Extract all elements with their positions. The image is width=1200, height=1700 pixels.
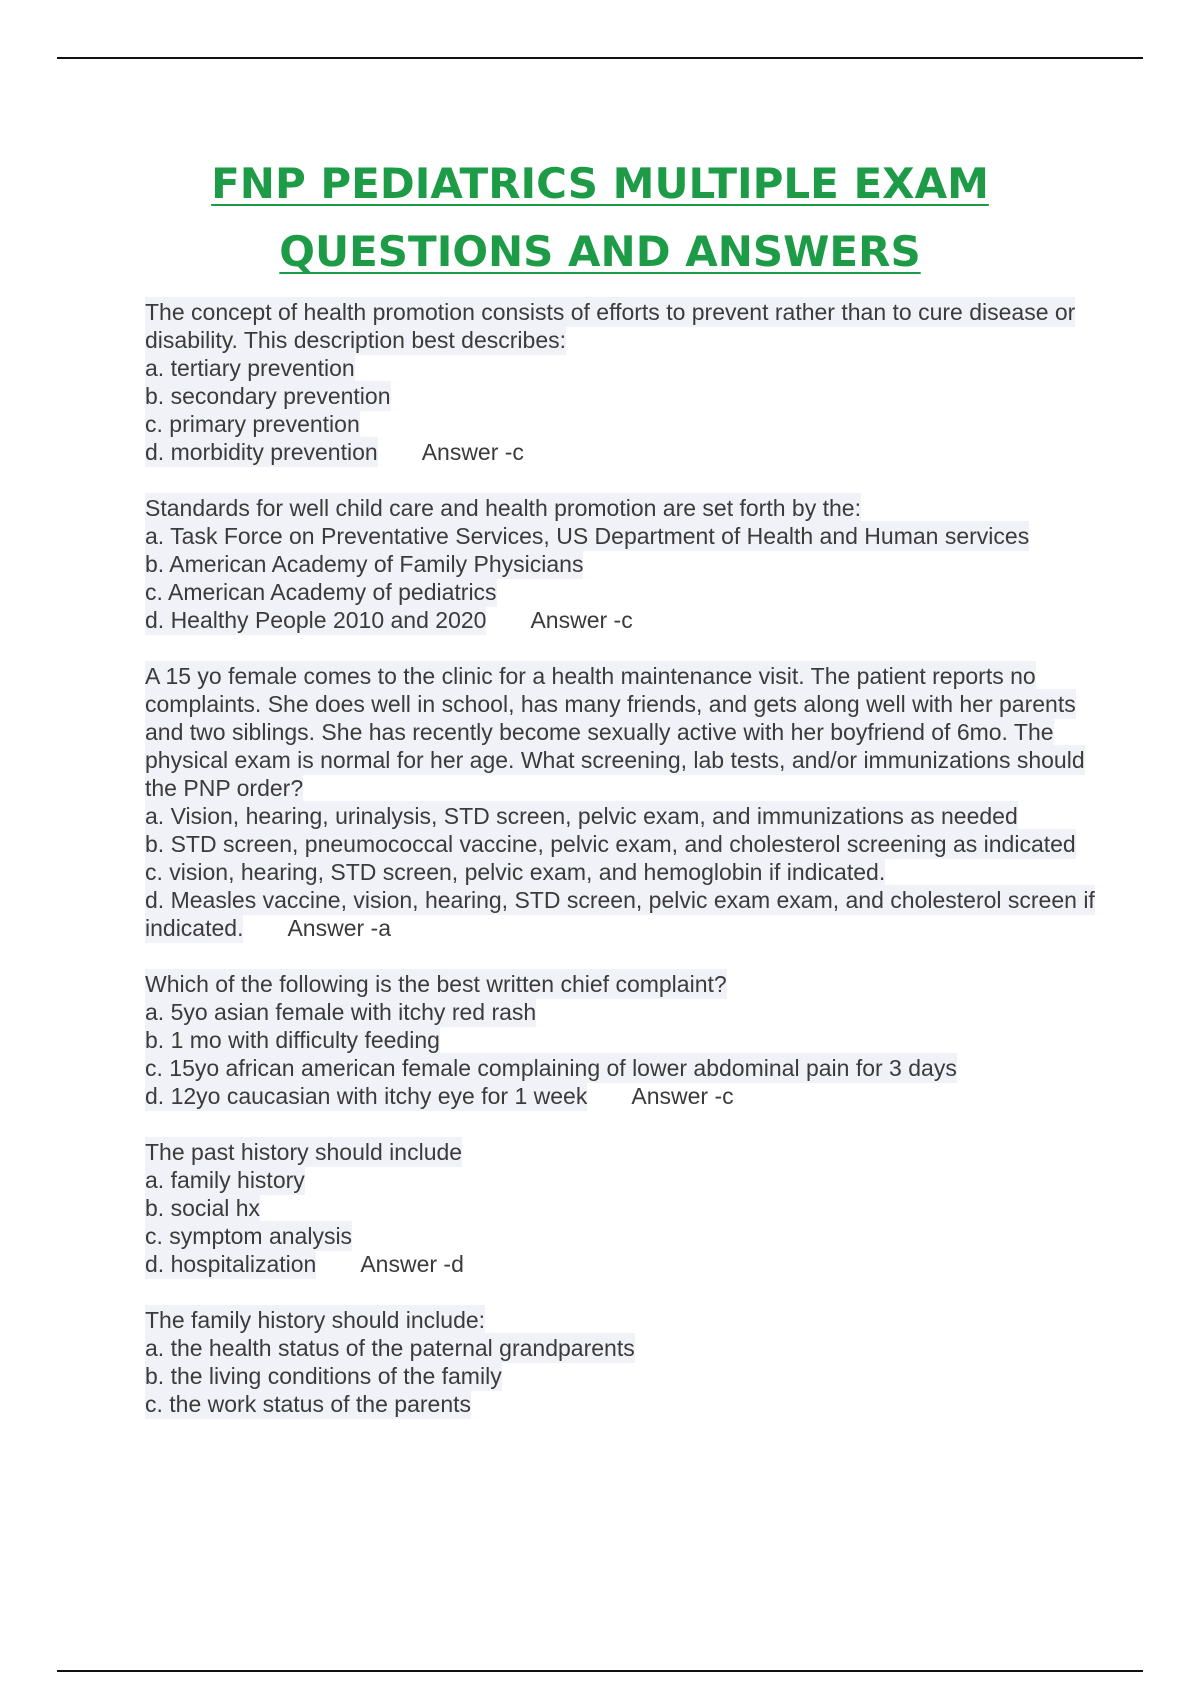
bottom-rule: [57, 1670, 1143, 1672]
option-b: b. social hx: [145, 1195, 261, 1221]
option-b: b. 1 mo with difficulty feeding: [145, 1027, 440, 1053]
question-3: [145, 662, 1095, 942]
answer-label: Answer -c: [631, 1083, 734, 1109]
answer-label: Answer -d: [360, 1251, 464, 1277]
option-a: a. Task Force on Preventative Services, US Department of Health and Human services: [145, 523, 1030, 549]
option-b: b. secondary prevention: [145, 383, 391, 409]
answer-label: Answer -c: [530, 607, 633, 633]
question-1: [145, 298, 1095, 466]
option-d: d. morbidity prevention: [145, 439, 378, 465]
option-a: a. the health status of the paternal grandparents: [145, 1335, 635, 1361]
option-d: d. Measles vaccine, vision, hearing, STD screen, pelvic exam exam, and cholesterol screen if indicated.: [145, 887, 1095, 941]
option-d: d. 12yo caucasian with itchy eye for 1 week: [145, 1083, 588, 1109]
top-rule: [57, 57, 1143, 59]
option-c: c. the work status of the parents: [145, 1391, 471, 1417]
question-5: [145, 1138, 1095, 1278]
option-c: c. American Academy of pediatrics: [145, 579, 497, 605]
questions-list: [145, 298, 1095, 1446]
answer-label: Answer -a: [287, 915, 392, 941]
question-text: A 15 yo female comes to the clinic for a health maintenance visit. The patient reports no complaints. She does well in school, has many friends, and gets along well with her parents and two siblings. She has recently become sexually active with her boyfriend of 6mo. The physical exam is normal for her age. What screening, lab tests, and/or immunizations should the PNP order?: [145, 663, 1085, 801]
question-text: The past history should include: [145, 1139, 463, 1165]
answer-label: Answer -c: [421, 439, 524, 465]
title-line-1: FNP PEDIATRICS MULTIPLE EXAM: [211, 159, 989, 208]
option-d: d. hospitalization: [145, 1251, 317, 1277]
question-text: The family history should include:: [145, 1307, 486, 1333]
option-a: a. Vision, hearing, urinalysis, STD screen, pelvic exam, and immunizations as needed: [145, 803, 1018, 829]
option-b: b. STD screen, pneumococcal vaccine, pelvic exam, and cholesterol screening as indicated: [145, 831, 1076, 857]
option-b: b. American Academy of Family Physicians: [145, 551, 584, 577]
question-text: The concept of health promotion consists of efforts to prevent rather than to cure disease or disability. This description best describes:: [145, 299, 1076, 353]
option-c: c. 15yo african american female complaining of lower abdominal pain for 3 days: [145, 1055, 957, 1081]
question-text: Standards for well child care and health promotion are set forth by the:: [145, 495, 861, 521]
option-a: a. family history: [145, 1167, 305, 1193]
question-text: Which of the following is the best written chief complaint?: [145, 971, 727, 997]
question-4: [145, 970, 1095, 1110]
option-c: c. symptom analysis: [145, 1223, 353, 1249]
option-d: d. Healthy People 2010 and 2020: [145, 607, 487, 633]
title-line-2: QUESTIONS AND ANSWERS: [279, 227, 921, 276]
option-c: c. primary prevention: [145, 411, 360, 437]
question-6: [145, 1306, 1095, 1418]
option-b: b. the living conditions of the family: [145, 1363, 502, 1389]
option-a: a. tertiary prevention: [145, 355, 355, 381]
page-title: [0, 150, 1200, 286]
option-c: c. vision, hearing, STD screen, pelvic exam, and hemoglobin if indicated.: [145, 859, 886, 885]
option-a: a. 5yo asian female with itchy red rash: [145, 999, 537, 1025]
question-2: [145, 494, 1095, 634]
